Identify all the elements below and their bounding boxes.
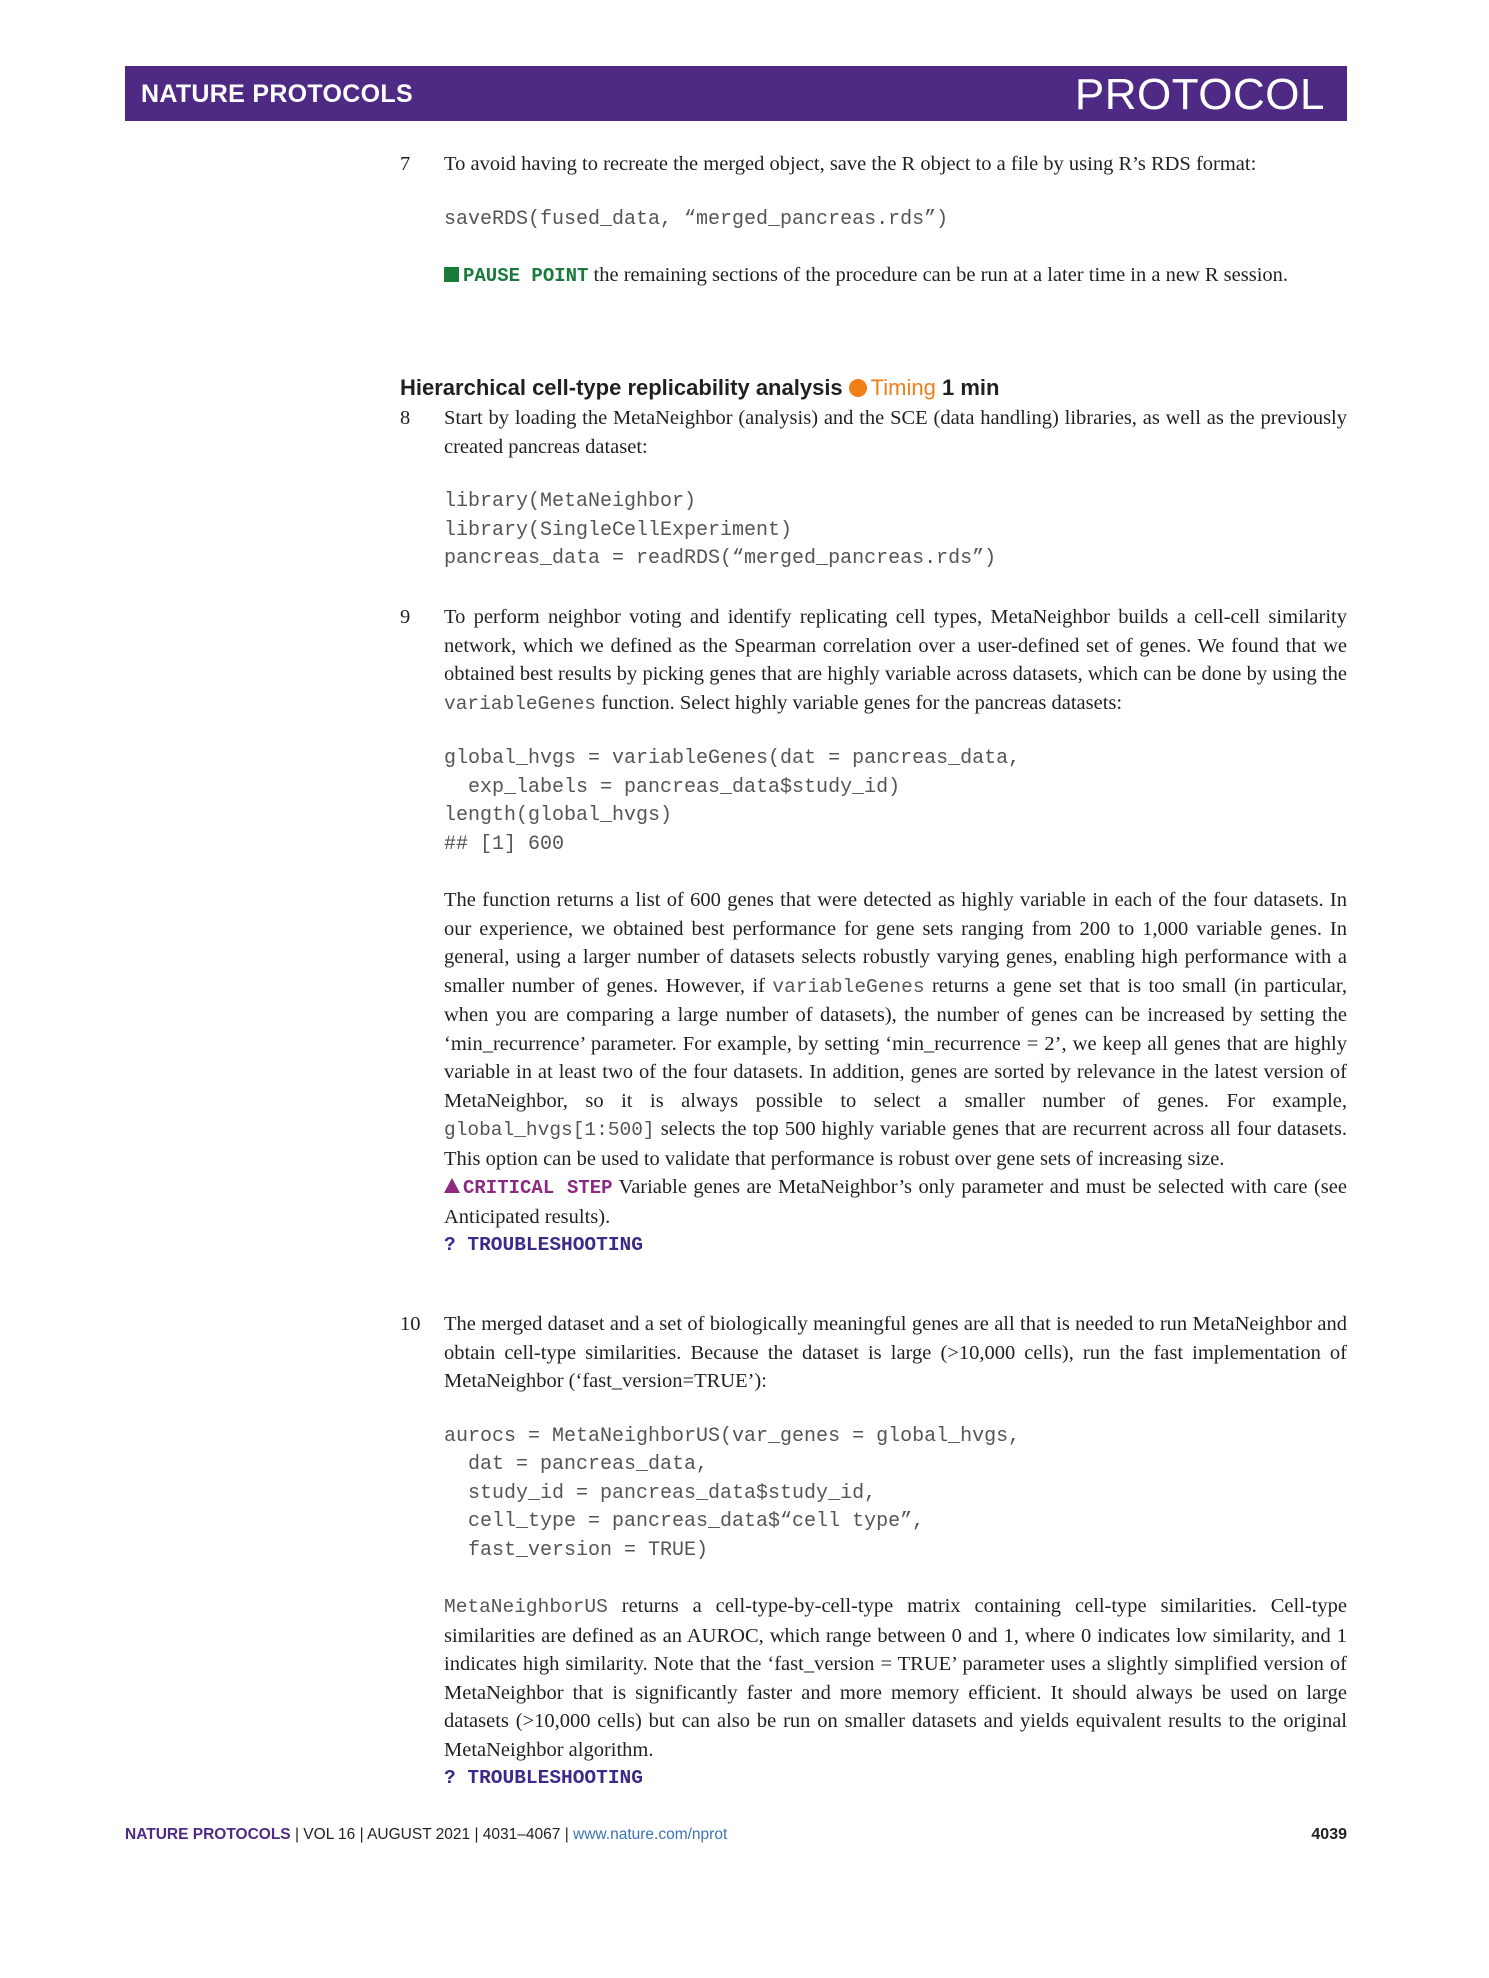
step-number: 8 [400,407,411,429]
step-number: 7 [400,153,411,175]
code-block: saveRDS(fused_data, “merged_pancreas.rds”) [444,207,949,231]
critical-step-label: CRITICAL STEP [463,1177,613,1199]
timing-value: 1 min [942,375,1000,400]
step-paragraph [444,886,1347,1173]
step-number: 10 [400,1313,421,1335]
inline-code: MetaNeighborUS [444,1596,608,1618]
footer-citation: VOL 16 | AUGUST 2021 | 4031–4067 [303,1826,561,1843]
inline-code: variableGenes [772,975,925,998]
step-text [444,603,1347,718]
footer-journal: NATURE PROTOCOLS [125,1826,291,1843]
page-footer [125,1826,1347,1844]
text-segment: returns a gene set that is too small (in particular, when you are comparing a large number of datasets), the number of genes can be increased by setting the ‘min_recurrence’ parameter. For example, by setting ‘min_recurrence = 2’, we keep all genes that are highly variable in at least two of the four datasets. In addition, genes are sorted by relevance in the latest version of MetaNeighbor, so it is always possible to select a smaller number of genes. For example, [444,974,1347,1112]
pause-point-label: PAUSE POINT [463,265,589,287]
step-9 [400,603,1347,1260]
critical-step-icon [444,1178,460,1193]
footer-separator: | [564,1826,574,1843]
step-10 [400,1310,1347,1793]
text-segment: returns a cell-type-by-cell-type matrix containing cell-type similarities. Cell-type similarities are defined as an AUROC, which range between 0 and 1, where 0 indicates low similarity, and 1 indicates high similarity. Note that the ‘fast_version = TRUE’ parameter uses a slightly simplified version of MetaNeighbor that is significantly faster and more memory efficient. It should always be used on large datasets (>10,000 cells) but can also be run on smaller datasets and yields equivalent results to the original MetaNeighbor algorithm. [444,1595,1347,1761]
section-heading [400,375,999,401]
timing-label: Timing [870,375,936,400]
inline-code: global_hvgs[1:500] [444,1119,655,1141]
section-title: Hierarchical cell-type replicability analysis [400,375,843,400]
journal-name: NATURE PROTOCOLS [141,80,413,108]
step-8 [400,404,1347,574]
step-number: 9 [400,606,411,628]
critical-step-text: Variable genes are MetaNeighbor’s only parameter and must be selected with care (see Anticipated results). [444,1176,1347,1228]
text-segment: To perform neighbor voting and identify replicating cell types, MetaNeighbor builds a cell-cell similarity network, which we defined as the Spearman correlation over a user-defined set of genes. We found that we obtained best results by picking genes that are highly variable across datasets, which can be done by using the [444,606,1347,685]
step-text: To avoid having to recreate the merged object, save the R object to a file by using R’s RDS format: [444,153,1257,175]
text-segment: The function returns a list of 600 genes that were detected as highly variable in each of the four datasets. In our experience, we obtained best performance for gene sets ranging from 200 to 1,000 variable genes. In general, using a larger number of datasets selects robustly varying genes, enabling high performance with a smaller number of genes. However, if [444,889,1347,997]
troubleshooting-link[interactable]: ? TROUBLESHOOTING [444,1234,643,1256]
footer-separator: | [294,1826,304,1843]
code-block: library(MetaNeighbor) library(SingleCellExperiment) pancreas_data = readRDS(“merged_pancreas.rds”) [444,490,997,570]
step-paragraph [444,1592,1347,1764]
page-number: 4039 [1311,1826,1347,1843]
troubleshooting-link[interactable]: ? TROUBLESHOOTING [444,1767,643,1789]
step-text: Start by loading the MetaNeighbor (analysis) and the SCE (data handling) libraries, as well as the previously created pancreas dataset: [444,407,1347,458]
text-segment: function. Select highly variable genes for the pancreas datasets: [596,691,1123,714]
step-7 [400,150,1347,291]
timing-icon [849,379,867,397]
section-label: PROTOCOL [1074,70,1325,119]
code-block: aurocs = MetaNeighborUS(var_genes = global_hvgs, dat = pancreas_data, study_id = pancreas_data$study_id, cell_type = pancreas_data$“cell type”, fast_version = TRUE) [444,1424,1021,1562]
critical-step-note [444,1173,1347,1231]
footer-url-link[interactable]: www.nature.com/nprot [573,1826,728,1843]
step-text: The merged dataset and a set of biologically meaningful genes are all that is needed to run MetaNeighbor and obtain cell-type similarities. Because the dataset is large (>10,000 cells), run the fast implementation of MetaNeighbor (‘fast_version=TRUE’): [444,1313,1347,1392]
inline-code: variableGenes [444,692,597,715]
pause-point-text: the remaining sections of the procedure can be run at a later time in a new R session. [588,264,1289,286]
pause-point-icon [444,267,459,282]
pause-point-note [444,261,1347,291]
text-segment: selects the top 500 highly variable genes that are recurrent across all four datasets. This option can be used to validate that performance is robust over gene sets of increasing size. [444,1118,1347,1170]
code-block: global_hvgs = variableGenes(dat = pancreas_data, exp_labels = pancreas_data$study_id) length(global_hvgs) ## [1] 600 [444,747,1021,856]
